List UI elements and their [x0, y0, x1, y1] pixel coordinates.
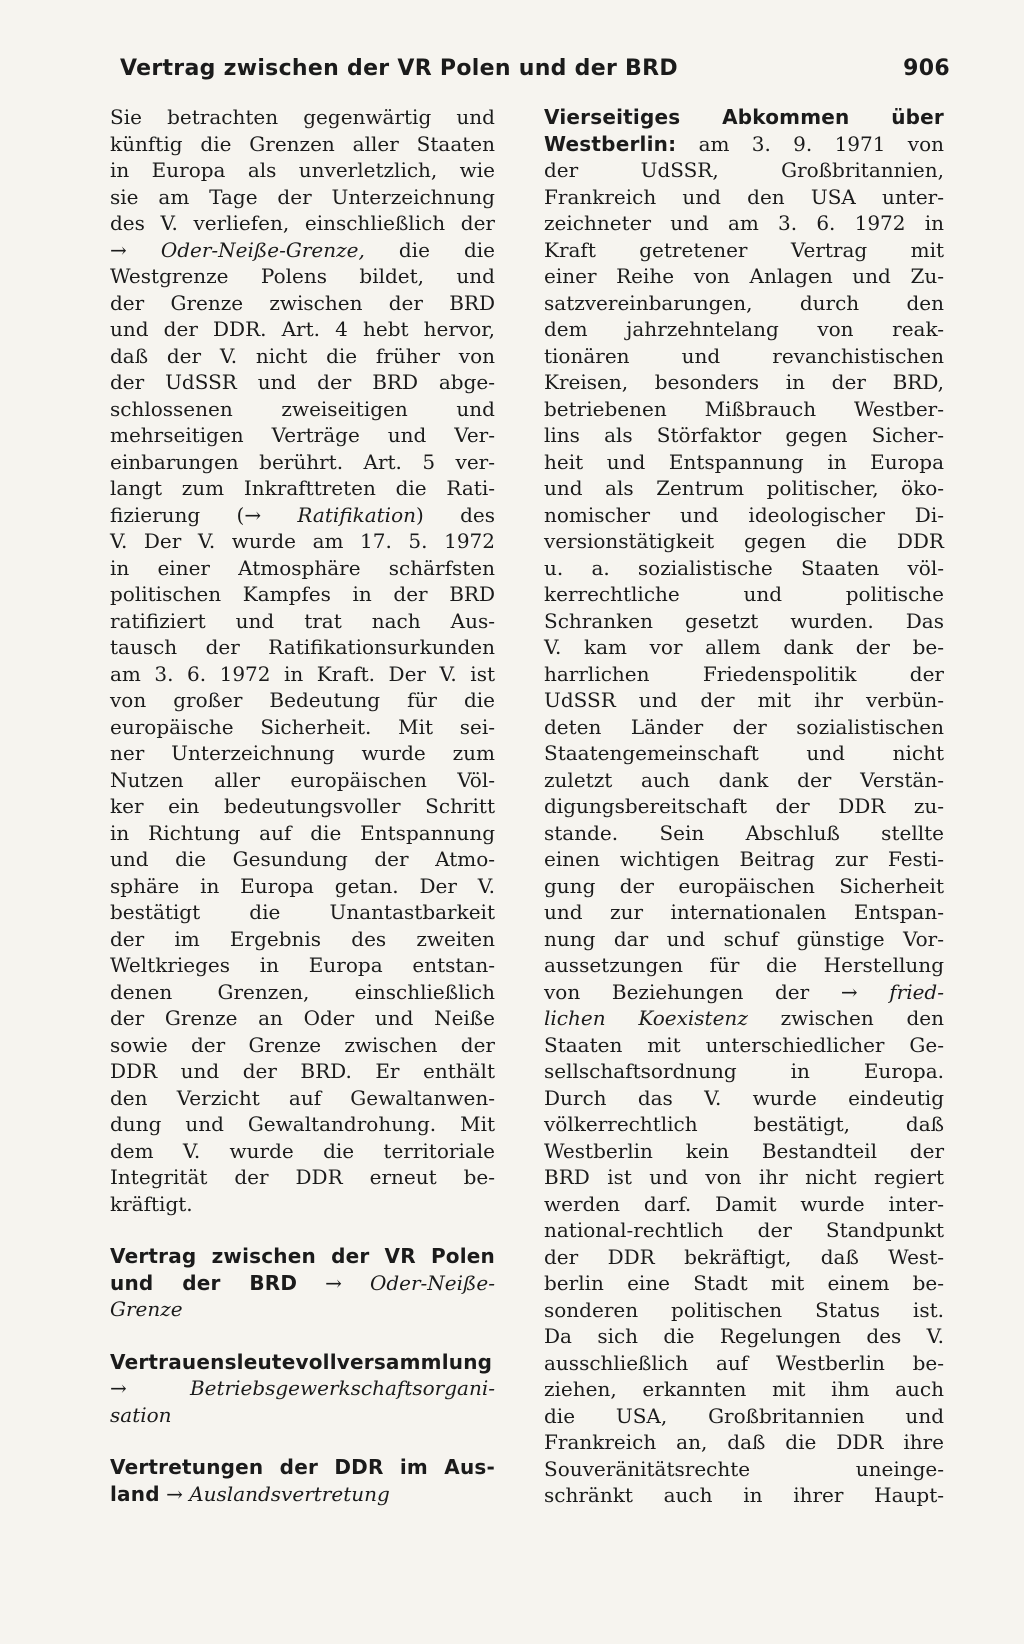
text-run: Staatengemeinschaft und nicht	[544, 741, 944, 765]
paragraph-gap	[110, 1217, 495, 1243]
text-run: nomischer und ideologischer Di-	[544, 502, 944, 527]
right-text-column	[544, 104, 944, 1509]
text-run: Nutzen aller europäischen Völ-	[110, 767, 495, 792]
text-run: versionstätigkeit gegen die DDR	[544, 529, 944, 553]
text-run: sellschaftsordnung in Europa.	[544, 1059, 944, 1083]
text-run: dem jahrzehntelang von reak-	[544, 317, 944, 341]
text-line	[544, 1217, 944, 1244]
text-run: aussetzungen für die Herstellung	[544, 953, 944, 977]
text-line	[110, 1454, 495, 1481]
text-line	[544, 1058, 944, 1085]
text-run: am 3. 9. 1971 von	[676, 131, 944, 156]
text-line	[110, 104, 495, 131]
text-line	[544, 237, 944, 264]
text-run: und der DDR. Art. 4 hebt hervor,	[110, 317, 495, 341]
text-line	[110, 237, 495, 264]
text-run: der im Ergebnis des zweiten	[110, 926, 495, 951]
text-run: zeichneter und am 3. 6. 1972 in	[544, 211, 944, 235]
text-run: Kraft getretener Vertrag mit	[544, 237, 944, 262]
text-run: Kreisen, besonders in der BRD,	[544, 370, 944, 394]
text-run: der UdSSR und der BRD abge-	[110, 370, 495, 394]
text-line	[110, 740, 495, 767]
entry-heading: Vertretungen der DDR im Aus-	[110, 1455, 495, 1479]
text-line	[110, 184, 495, 211]
text-line	[110, 422, 495, 449]
text-run: ) des	[416, 502, 495, 527]
paragraph-gap	[110, 1323, 495, 1349]
text-run: harrlichen Friedenspolitik der	[544, 661, 944, 686]
text-line	[544, 131, 944, 158]
text-run: heit und Entspannung in Europa	[544, 449, 944, 474]
text-line	[110, 873, 495, 900]
text-line	[110, 263, 495, 290]
text-run: schlossenen zweiseitigen und	[110, 396, 495, 421]
text-line	[544, 608, 944, 635]
text-run: und die Gesundung der Atmo-	[110, 847, 495, 871]
cross-reference: fried-	[889, 979, 944, 1004]
text-run: sonderen politischen Status ist.	[544, 1297, 944, 1322]
text-run: kräftigt.	[110, 1191, 193, 1216]
text-run: künftig die Grenzen aller Staaten	[110, 131, 495, 156]
text-line	[110, 661, 495, 688]
text-line	[110, 528, 495, 555]
text-run: dem V. wurde die territoriale	[110, 1138, 495, 1163]
text-run: einbarungen berührt. Art. 5 ver-	[110, 449, 495, 474]
text-line	[110, 581, 495, 608]
text-line	[110, 1270, 495, 1297]
text-line	[544, 1323, 944, 1350]
text-run: werden darf. Damit wurde inter-	[544, 1191, 944, 1216]
text-line	[544, 502, 944, 529]
cross-reference: sation	[110, 1402, 172, 1427]
text-run: betriebenen Mißbrauch Westber-	[544, 396, 944, 421]
text-run: nung dar und schuf günstige Vor-	[544, 926, 944, 951]
text-line	[544, 740, 944, 767]
text-line	[110, 767, 495, 794]
text-line	[544, 1456, 944, 1483]
text-run: in Europa als unverletzlich, wie	[110, 158, 495, 182]
text-line	[544, 1164, 944, 1191]
text-run: zuletzt auch dank der Verstän-	[544, 767, 944, 792]
text-run: der DDR bekräftigt, daß West-	[544, 1244, 944, 1269]
text-run: ziehen, erkannten mit ihm auch	[544, 1377, 944, 1401]
text-line	[110, 979, 495, 1006]
text-run: deten Länder der sozialistischen	[544, 714, 944, 739]
text-line	[544, 1085, 944, 1112]
text-run: daß der V. nicht die früher von	[110, 343, 495, 368]
entry-heading: Vierseitiges Abkommen über	[544, 105, 944, 129]
text-line	[544, 1005, 944, 1032]
text-line	[110, 714, 495, 741]
text-line	[544, 422, 944, 449]
text-run: Sie betrachten gegenwärtig und	[110, 105, 495, 129]
text-run: von Beziehungen der →	[544, 979, 890, 1004]
text-line	[544, 449, 944, 476]
text-run: kerrechtliche und politische	[544, 582, 944, 606]
text-line	[544, 979, 944, 1006]
text-line	[544, 661, 944, 688]
cross-reference: Grenze	[110, 1297, 183, 1321]
text-run: u. a. sozialistische Staaten völ-	[544, 555, 944, 580]
text-run: DDR und der BRD. Er enthält	[110, 1059, 495, 1083]
text-line	[544, 952, 944, 979]
text-line	[110, 793, 495, 820]
text-run: satzvereinbarungen, durch den	[544, 290, 944, 315]
text-run: denen Grenzen, einschließlich	[110, 979, 495, 1004]
cross-reference: Betriebsgewerkschaftsorgani-	[189, 1376, 495, 1400]
text-run: Frankreich und den USA unter-	[544, 184, 944, 209]
text-line	[544, 1297, 944, 1324]
text-run: die die	[364, 237, 495, 262]
text-line	[110, 687, 495, 714]
text-line	[110, 369, 495, 396]
cross-reference: Ratifikation	[297, 502, 416, 527]
text-line	[110, 899, 495, 926]
text-run: BRD ist und von ihr nicht regiert	[544, 1165, 944, 1189]
text-run: ker ein bedeutungsvoller Schritt	[110, 794, 495, 818]
text-line	[110, 449, 495, 476]
text-run: der UdSSR, Großbritannien,	[544, 158, 944, 182]
text-line	[110, 1085, 495, 1112]
page-number: 906	[903, 56, 950, 81]
text-line	[544, 687, 944, 714]
text-run: tionären und revanchistischen	[544, 343, 944, 368]
text-run: zwischen den	[747, 1006, 944, 1030]
text-line	[110, 1191, 495, 1218]
text-line	[544, 926, 944, 953]
text-run: die USA, Großbritannien und	[544, 1403, 944, 1428]
text-run: mehrseitigen Verträge und Ver-	[110, 423, 495, 447]
text-line	[110, 502, 495, 529]
running-head-title: Vertrag zwischen der VR Polen und der BRD	[120, 56, 678, 81]
text-run: einer Reihe von Anlagen und Zu-	[544, 264, 944, 288]
entry-heading: Vertrauensleutevollversammlung	[110, 1349, 493, 1374]
text-run: des V. verliefen, einschließlich der	[110, 211, 495, 235]
running-head	[120, 50, 950, 90]
text-run: den Verzicht auf Gewaltanwen-	[110, 1085, 495, 1110]
text-run: sphäre in Europa getan. Der V.	[110, 873, 495, 898]
text-line	[544, 528, 944, 555]
text-line	[544, 1032, 944, 1059]
text-line	[544, 1350, 944, 1377]
text-run: tausch der Ratifikationsurkunden	[110, 635, 495, 659]
entry-heading: Vertrag zwischen der VR Polen	[110, 1244, 495, 1268]
text-line	[544, 767, 944, 794]
text-run: europäische Sicherheit. Mit sei-	[110, 714, 495, 739]
text-line	[110, 290, 495, 317]
text-run: der Grenze an Oder und Neiße	[110, 1006, 495, 1030]
text-run: Da sich die Regelungen des V.	[544, 1324, 944, 1348]
text-line	[544, 1270, 944, 1297]
left-text-column	[110, 104, 495, 1507]
text-line	[110, 210, 495, 237]
text-line	[544, 581, 944, 608]
text-line	[544, 899, 944, 926]
text-run: dung und Gewaltandrohung. Mit	[110, 1112, 495, 1136]
text-line	[544, 714, 944, 741]
text-run: Integrität der DDR erneut be-	[110, 1165, 495, 1189]
text-line	[544, 369, 944, 396]
cross-reference: Oder-Neiße-Grenze,	[160, 237, 365, 262]
text-run: fizierung (→	[110, 502, 298, 527]
text-line	[544, 634, 944, 661]
text-line	[544, 396, 944, 423]
text-line	[544, 820, 944, 847]
text-run: am 3. 6. 1972 in Kraft. Der V. ist	[110, 661, 495, 686]
text-line	[544, 1244, 944, 1271]
text-run: sowie der Grenze zwischen der	[110, 1032, 495, 1057]
text-line	[110, 1032, 495, 1059]
text-line	[544, 343, 944, 370]
text-line	[110, 157, 495, 184]
text-run: lins als Störfaktor gegen Sicher-	[544, 423, 944, 447]
paragraph-gap	[110, 1428, 495, 1454]
text-line	[544, 263, 944, 290]
text-run: stande. Sein Abschluß stellte	[544, 820, 944, 845]
text-run: national-rechtlich der Standpunkt	[544, 1218, 944, 1242]
text-run: berlin eine Stadt mit einem be-	[544, 1271, 944, 1295]
text-line	[110, 1243, 495, 1270]
text-run: der Grenze zwischen der BRD	[110, 290, 495, 315]
text-line	[110, 952, 495, 979]
text-run: völkerrechtlich bestätigt, daß	[544, 1112, 944, 1136]
text-line	[110, 1296, 495, 1323]
entry-heading: Westberlin:	[544, 131, 677, 156]
text-line	[544, 1191, 944, 1218]
text-line	[544, 1111, 944, 1138]
cross-reference: lichen Koexistenz	[544, 1006, 748, 1030]
text-run: sie am Tage der Unterzeichnung	[110, 184, 495, 209]
text-line	[544, 793, 944, 820]
text-run: Durch das V. wurde eindeutig	[544, 1085, 944, 1110]
text-line	[110, 396, 495, 423]
text-run: Souveränitätsrechte uneinge-	[544, 1456, 944, 1481]
text-line	[110, 1164, 495, 1191]
text-line	[544, 1429, 944, 1456]
text-line	[544, 316, 944, 343]
cross-reference: Oder-Neiße-	[369, 1270, 495, 1295]
text-run: →	[110, 237, 161, 262]
entry-heading: und der BRD	[110, 1270, 298, 1295]
text-line	[110, 634, 495, 661]
cross-reference: Auslandsvertretung	[189, 1481, 390, 1506]
text-line	[110, 1138, 495, 1165]
text-run: in Richtung auf die Entspannung	[110, 820, 495, 845]
text-run: ner Unterzeichnung wurde zum	[110, 741, 495, 765]
text-line	[544, 290, 944, 317]
text-run: Schranken gesetzt wurden. Das	[544, 608, 944, 633]
text-line	[544, 873, 944, 900]
text-line	[110, 1481, 495, 1508]
text-run: einen wichtigen Beitrag zur Festi-	[544, 847, 944, 871]
text-run: UdSSR und der mit ihr verbün-	[544, 688, 944, 712]
text-run: Frankreich an, daß die DDR ihre	[544, 1430, 944, 1454]
text-line	[544, 1482, 944, 1509]
text-line	[544, 846, 944, 873]
text-line	[110, 1402, 495, 1429]
text-run: schränkt auch in ihrer Haupt-	[544, 1483, 944, 1507]
text-run: ratifiziert und trat nach Aus-	[110, 608, 495, 633]
text-run: Westgrenze Polens bildet, und	[110, 264, 495, 288]
text-line	[110, 316, 495, 343]
text-line	[544, 104, 944, 131]
text-run: V. Der V. wurde am 17. 5. 1972	[110, 529, 495, 553]
text-run: digungsbereitschaft der DDR zu-	[544, 794, 944, 818]
text-run: V. kam vor allem dank der be-	[544, 635, 944, 659]
entry-heading: land	[110, 1481, 160, 1506]
text-run: und als Zentrum politischer, öko-	[544, 476, 944, 500]
text-line	[110, 131, 495, 158]
text-line	[110, 475, 495, 502]
text-line	[110, 820, 495, 847]
text-run: in einer Atmosphäre schärfsten	[110, 555, 495, 580]
text-line	[544, 1403, 944, 1430]
text-line	[544, 210, 944, 237]
text-line	[544, 555, 944, 582]
text-line	[544, 475, 944, 502]
text-run: und zur internationalen Entspan-	[544, 900, 944, 924]
text-line	[110, 608, 495, 635]
text-run: langt zum Inkrafttreten die Rati-	[110, 476, 495, 500]
text-line	[110, 555, 495, 582]
text-run: →	[297, 1270, 370, 1295]
text-run: gung der europäischen Sicherheit	[544, 873, 944, 898]
text-line	[110, 1058, 495, 1085]
text-line	[110, 1111, 495, 1138]
text-line	[110, 926, 495, 953]
text-line	[544, 1138, 944, 1165]
text-line	[544, 184, 944, 211]
text-run: bestätigt die Unantastbarkeit	[110, 900, 495, 924]
text-run: Weltkrieges in Europa entstan-	[110, 953, 495, 977]
text-run: Westberlin kein Bestandteil der	[544, 1138, 944, 1163]
text-line	[110, 846, 495, 873]
text-run: politischen Kampfes in der BRD	[110, 582, 495, 606]
text-run: ausschließlich auf Westberlin be-	[544, 1350, 944, 1375]
text-line	[544, 1376, 944, 1403]
text-line	[110, 1375, 495, 1402]
text-line	[110, 343, 495, 370]
text-line	[110, 1005, 495, 1032]
text-line	[110, 1349, 495, 1376]
text-run: →	[110, 1376, 190, 1400]
text-run: Staaten mit unterschiedlicher Ge-	[544, 1032, 944, 1057]
text-run: von großer Bedeutung für die	[110, 688, 495, 712]
text-run: →	[159, 1481, 190, 1506]
text-line	[544, 157, 944, 184]
